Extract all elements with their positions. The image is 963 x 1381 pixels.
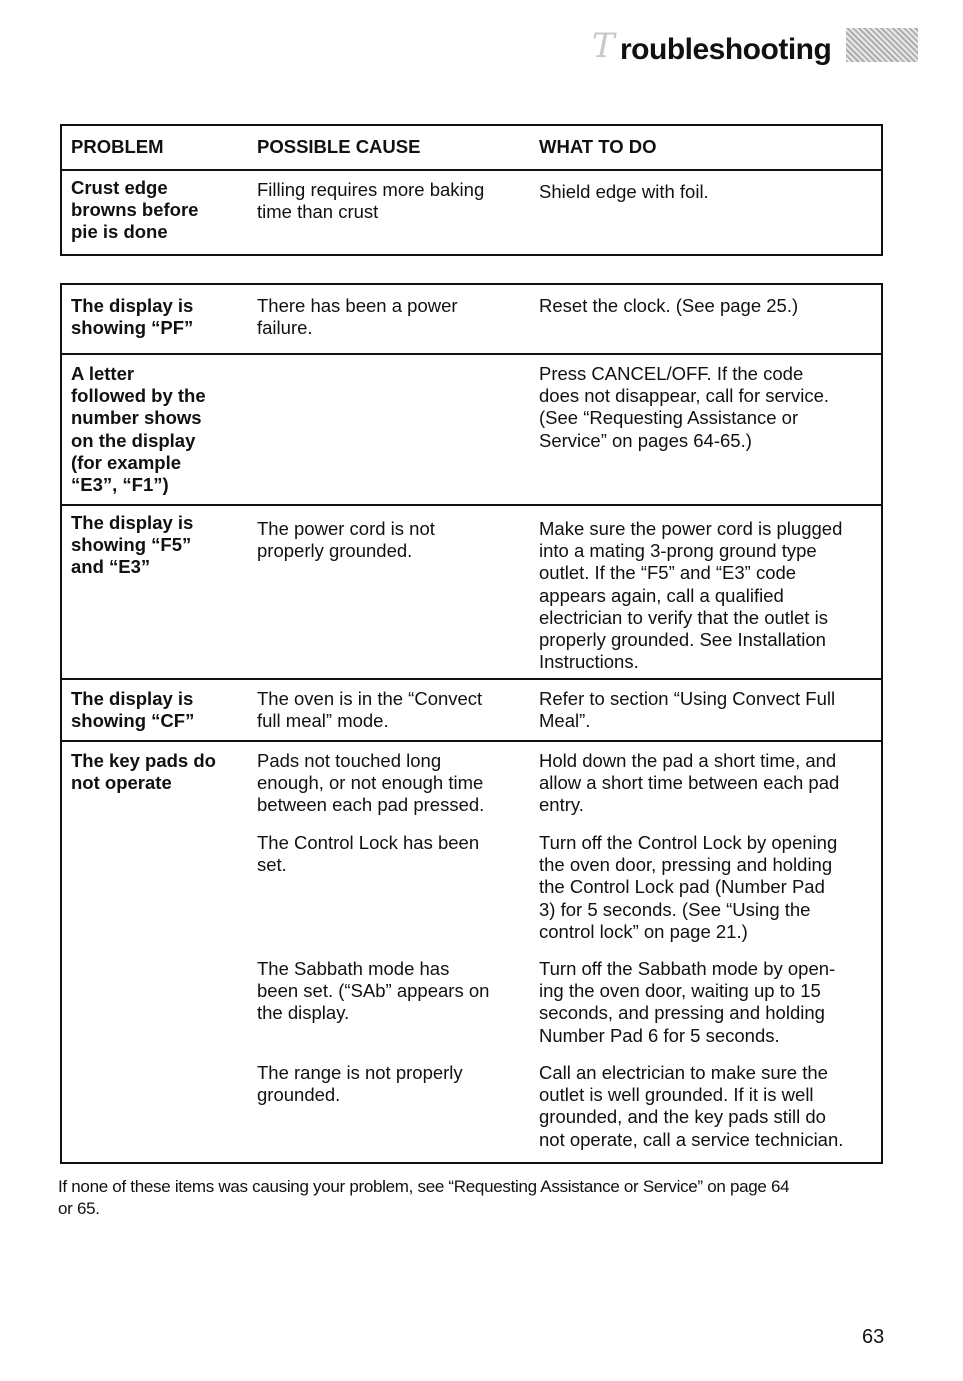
page-title: roubleshooting [620, 33, 832, 66]
troubleshooting-table-1 [60, 124, 883, 256]
cause-cell: There has been a power failure. [257, 295, 458, 339]
action-cell: Turn off the Control Lock by opening the oven door, pressing and holding the Control Lock pad (Number Pad 3) for 5 seconds. (See “Using the control lock” on page 21.) [539, 832, 838, 942]
table-header-row [62, 126, 881, 171]
troubleshooting-table-2 [60, 283, 883, 1164]
action-cell: Refer to section “Using Convect Full Meal”. [539, 688, 836, 732]
decorative-pattern [846, 28, 918, 62]
page-number: 63 [862, 1326, 885, 1348]
action-cell: Shield edge with foil. [539, 181, 709, 202]
table-row [62, 742, 881, 1162]
problem-cell: The display is showing “CF” [71, 688, 195, 732]
problem-cell: A letter followed by the number shows on the display (for example “E3”, “F1”) [71, 363, 206, 496]
table-row [62, 285, 881, 355]
cause-cell: Pads not touched long enough, or not enough time between each pad pressed. [257, 750, 485, 816]
problem-cell: Crust edge browns before pie is done [71, 177, 199, 243]
action-cell: Hold down the pad a short time, and allow a short time between each pad entry. [539, 750, 840, 816]
header-possible-cause: POSSIBLE CAUSE [257, 136, 421, 157]
cause-cell: The oven is in the “Convect full meal” mode. [257, 688, 483, 732]
cause-cell: Filling requires more baking time than crust [257, 179, 485, 223]
header-what-to-do: WHAT TO DO [539, 136, 657, 157]
table-row [62, 680, 881, 742]
action-cell: Reset the clock. (See page 25.) [539, 295, 799, 316]
table-row [62, 355, 881, 506]
cause-cell: The Sabbath mode has been set. (“SAb” appears on the display. [257, 958, 490, 1024]
footer-note: If none of these items was causing your problem, see “Requesting Assistance or Service” on page 64 or 65. [58, 1177, 790, 1218]
action-cell: Press CANCEL/OFF. If the code does not disappear, call for service. (See “Requesting Assistance or Service” on pages 64-65.) [539, 363, 829, 451]
cause-cell: The power cord is not properly grounded. [257, 518, 435, 562]
cause-cell: The range is not properly grounded. [257, 1062, 463, 1106]
cause-cell: The Control Lock has been set. [257, 832, 480, 876]
header-problem: PROBLEM [71, 136, 164, 157]
table-row [62, 171, 881, 254]
page-header [588, 26, 928, 72]
title-initial: T [592, 26, 615, 66]
table-row [62, 506, 881, 680]
problem-cell: The display is showing “F5” and “E3” [71, 512, 194, 578]
action-cell: Call an electrician to make sure the outlet is well grounded. If it is well grounded, and the key pads still do not operate, call a service technician. [539, 1062, 844, 1150]
action-cell: Make sure the power cord is plugged into a mating 3-prong ground type outlet. If the “F5” and “E3” code appears again, call a qualified electrician to verify that the outlet is properly grounded. See Installation Instructions. [539, 518, 843, 673]
problem-cell: The display is showing “PF” [71, 295, 194, 339]
problem-cell: The key pads do not operate [71, 750, 216, 794]
action-cell: Turn off the Sabbath mode by open- ing the oven door, waiting up to 15 seconds, and pressing and holding Number Pad 6 for 5 seconds. [539, 958, 836, 1046]
